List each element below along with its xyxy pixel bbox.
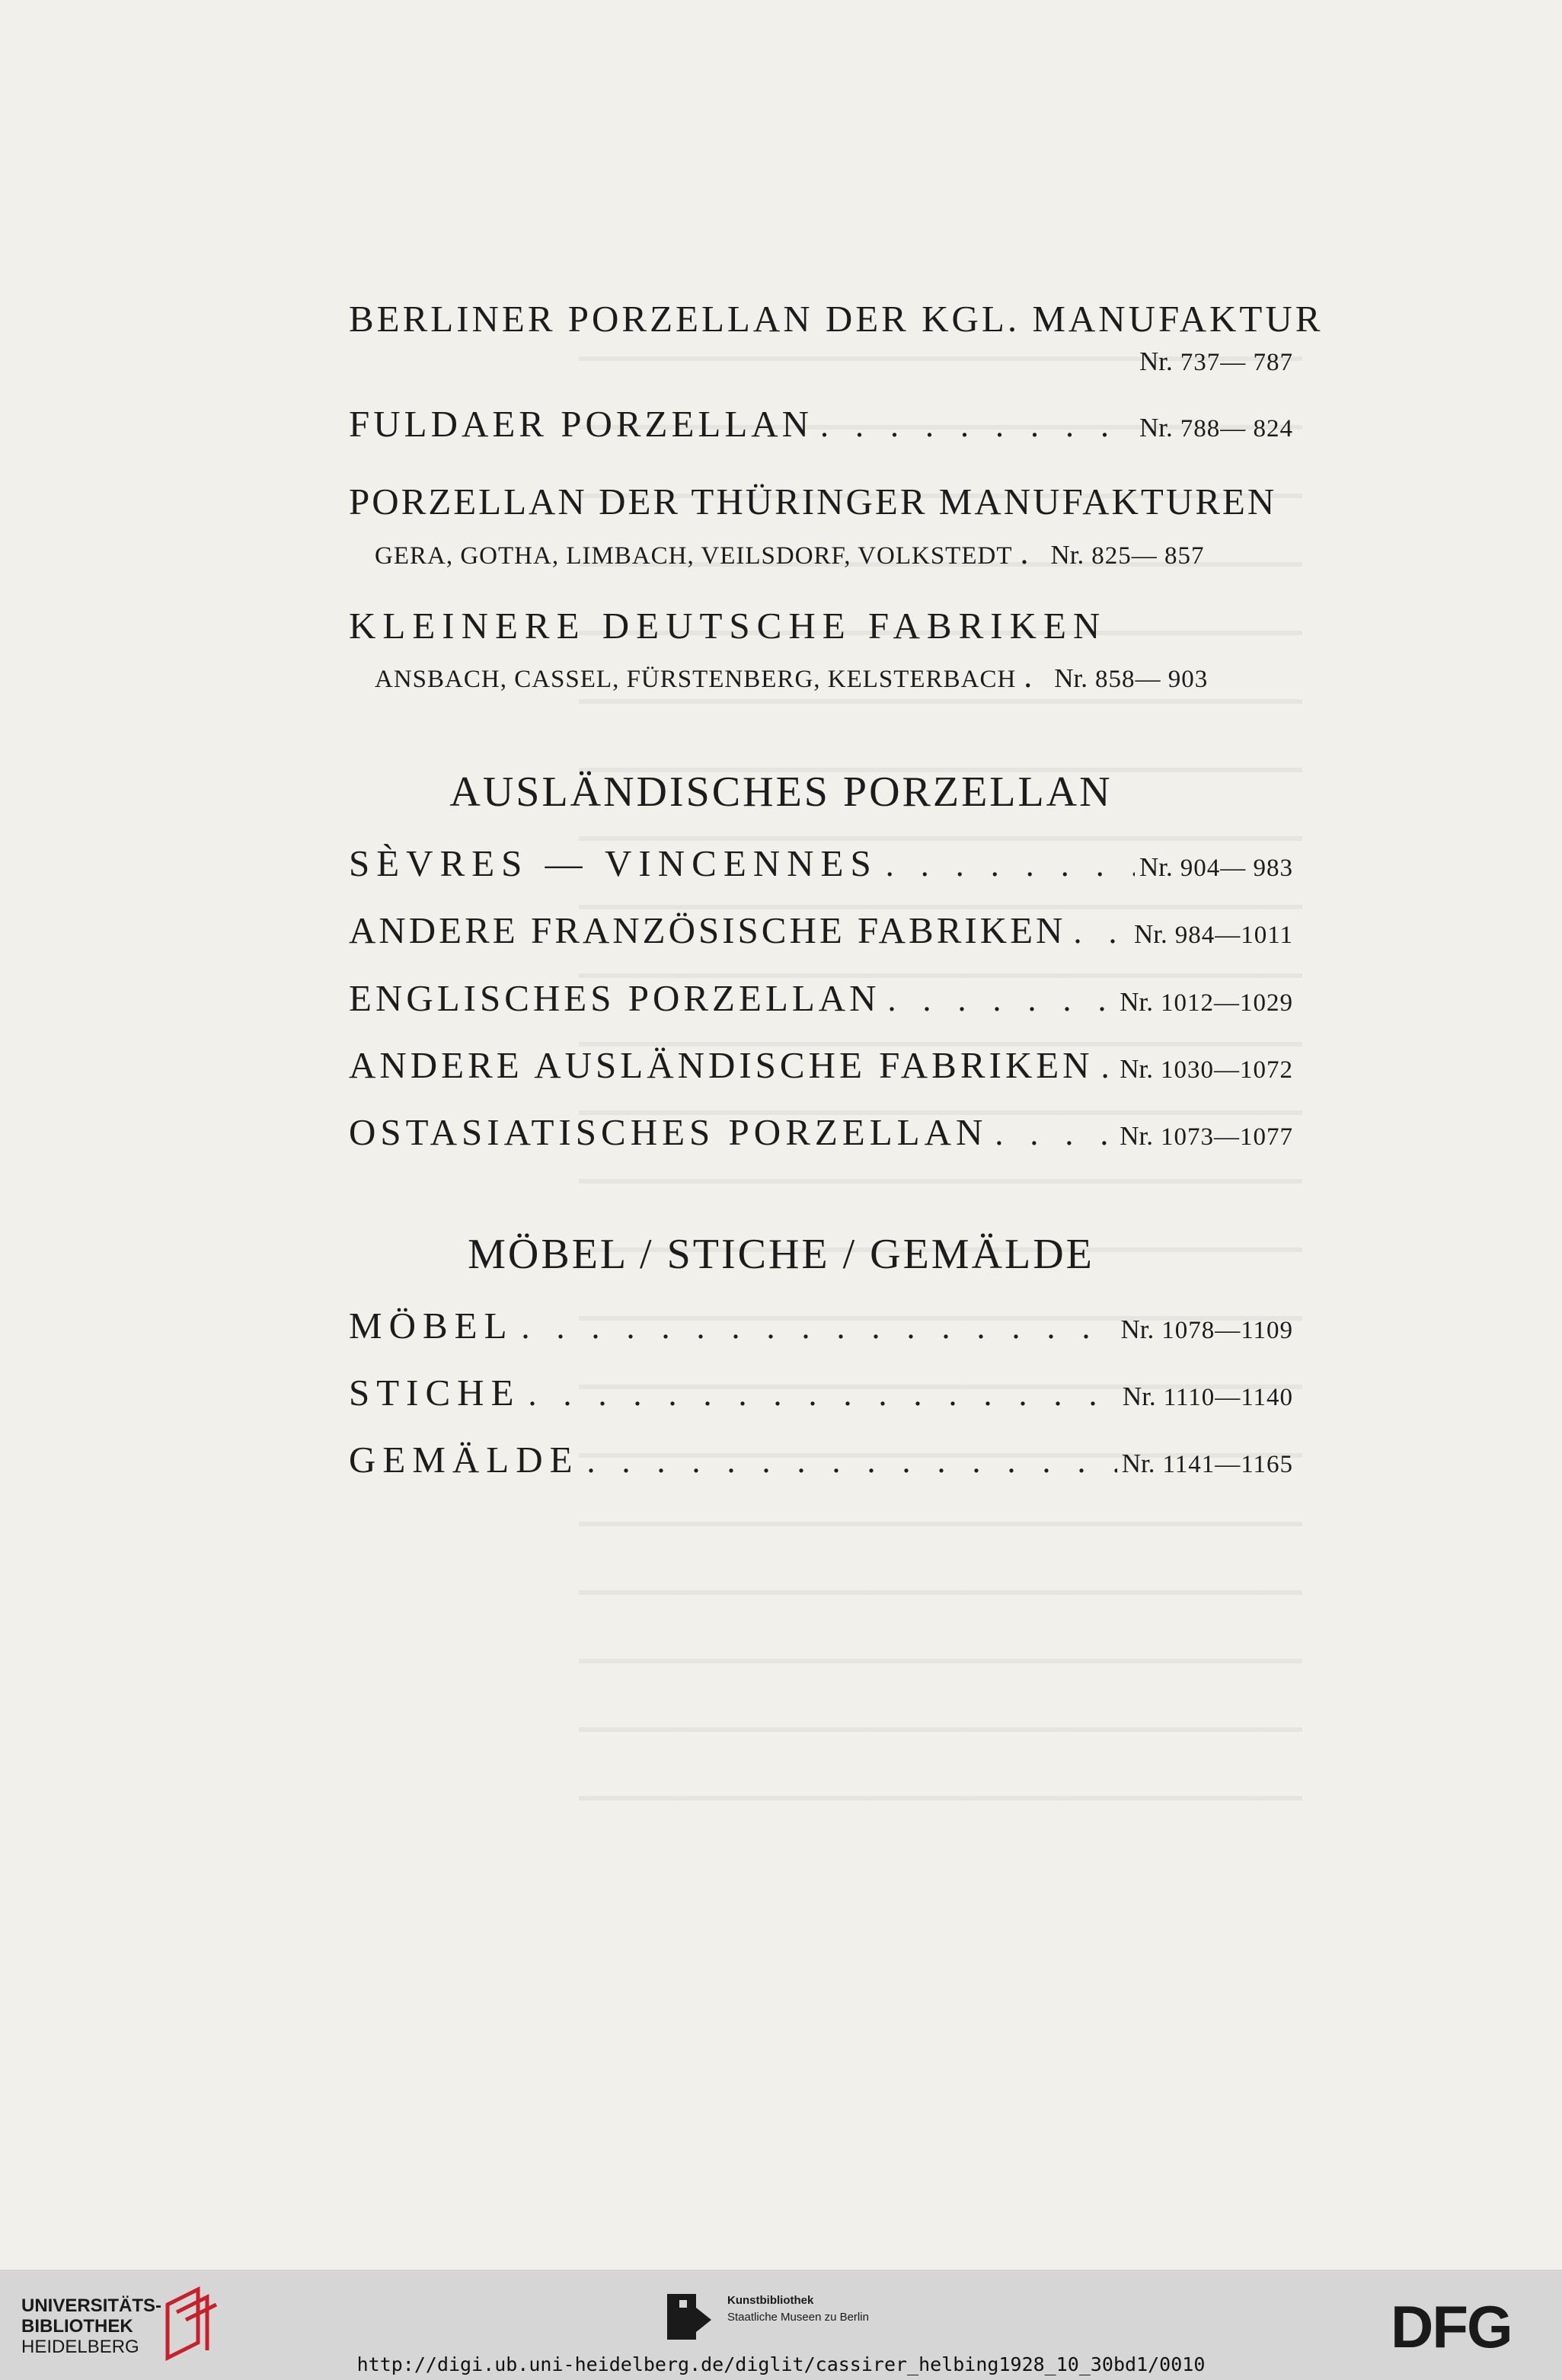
toc-title: KLEINERE DEUTSCHE FABRIKEN [349,605,1107,647]
nr-range: 825— 857 [1091,542,1205,570]
nr-range: 1141—1165 [1162,1451,1293,1478]
nr-label: Nr. [1120,987,1153,1017]
nr-range: 737— 787 [1180,349,1293,376]
toc-entry-kleinere [349,604,1293,647]
toc-entry-fuldaer [349,402,1293,446]
toc-subtitle: ANSBACH, CASSEL, FÜRSTENBERG, KELSTERBACH [375,666,1017,693]
toc-entry-stiche [349,1371,1293,1414]
toc-range-berliner [349,347,1293,377]
leader-dots [587,1442,1117,1481]
toc-sub-thueringer [375,533,1293,572]
dfg-logo: DFG [1391,2293,1512,2360]
nr-range: 858— 903 [1095,666,1209,693]
toc-title: GEMÄLDE [349,1439,580,1481]
nr-label: Nr. [1120,1121,1153,1151]
toc-title: STICHE [349,1372,521,1414]
section-heading-auslaendisch: AUSLÄNDISCHES PORZELLAN [449,768,1113,816]
leader-dots [1101,1047,1116,1086]
nr-range: 1030—1072 [1161,1056,1293,1084]
source-url[interactable]: http://digi.ub.uni-heidelberg.de/diglit/cassirer_helbing1928_10_30bd1/0010 [356,2353,1206,2375]
nr-label: Nr. [1139,347,1173,376]
toc-entry-thueringer [349,480,1293,523]
toc-sub-kleinere [375,656,1293,695]
nr-range: 1073—1077 [1161,1123,1293,1151]
leader-dots [1073,912,1129,951]
nr-range: 1078—1109 [1161,1317,1293,1344]
leader-dots [888,980,1116,1019]
toc-entry-andere-auslaendische [349,1043,1293,1087]
leader-dots [522,1308,1116,1347]
toc-title: MÖBEL [349,1305,514,1347]
leader-dots [1024,656,1049,695]
leader-dots [1020,533,1046,572]
toc-entry-englisch [349,976,1293,1020]
toc-title: ANDERE AUSLÄNDISCHE FABRIKEN [349,1044,1094,1086]
nr-label: Nr. [1122,1382,1156,1411]
toc-title: ENGLISCHES PORZELLAN [349,977,880,1019]
toc-title: BERLINER PORZELLAN DER KGL. MANUFAKTUR [349,298,1324,340]
ub-line-1: UNIVERSITÄTS- [21,2295,162,2316]
toc-title: OSTASIATISCHES PORZELLAN [349,1111,988,1153]
nr-label: Nr. [1121,1449,1155,1478]
kb-line-2: Staatliche Museen zu Berlin [727,2311,869,2324]
nr-range: 984—1011 [1174,922,1293,949]
kb-line-1: Kunstbibliothek [727,2294,814,2307]
nr-range: 904— 983 [1180,855,1293,882]
leader-dots [529,1375,1118,1414]
toc-entry-sevres [349,842,1293,885]
toc-entry-moebel [349,1304,1293,1347]
toc-title: PORZELLAN DER THÜRINGER MANUFAKTUREN [349,481,1277,522]
toc-title: FULDAER PORZELLAN [349,403,813,445]
toc-entry-franzoesisch [349,909,1293,952]
nr-label: Nr. [1050,540,1084,570]
nr-label: Nr. [1120,1054,1153,1084]
toc-title: ANDERE FRANZÖSISCHE FABRIKEN [349,909,1066,951]
nr-label: Nr. [1054,663,1088,693]
leader-dots [820,406,1135,445]
kunstbibliothek-wordmark [727,2292,869,2326]
nr-range: 1110—1140 [1163,1384,1293,1411]
nr-range: 788— 824 [1180,415,1293,442]
section-heading-moebel: MÖBEL / STICHE / GEMÄLDE [468,1231,1094,1278]
leader-dots [995,1114,1115,1153]
nr-label: Nr. [1139,413,1173,442]
nr-label: Nr. [1120,1315,1155,1344]
toc-entry-berliner [349,297,1324,340]
toc-entry-gemaelde [349,1438,1293,1481]
nr-range: 1012—1029 [1161,989,1293,1017]
ub-line-2: BIBLIOTHEK [21,2316,133,2337]
ub-line-3: HEIDELBERG [21,2337,139,2357]
ub-heidelberg-wordmark [21,2295,161,2357]
toc-subtitle: GERA, GOTHA, LIMBACH, VEILSDORF, VOLKSTEDT [375,542,1013,570]
toc-entry-ostasiatisch [349,1110,1293,1154]
nr-label: Nr. [1139,852,1173,882]
kunstbibliothek-logo-icon [667,2294,713,2340]
leader-dots [886,845,1135,884]
nr-label: Nr. [1133,919,1168,949]
toc-title: SÈVRES — VINCENNES [349,842,878,884]
